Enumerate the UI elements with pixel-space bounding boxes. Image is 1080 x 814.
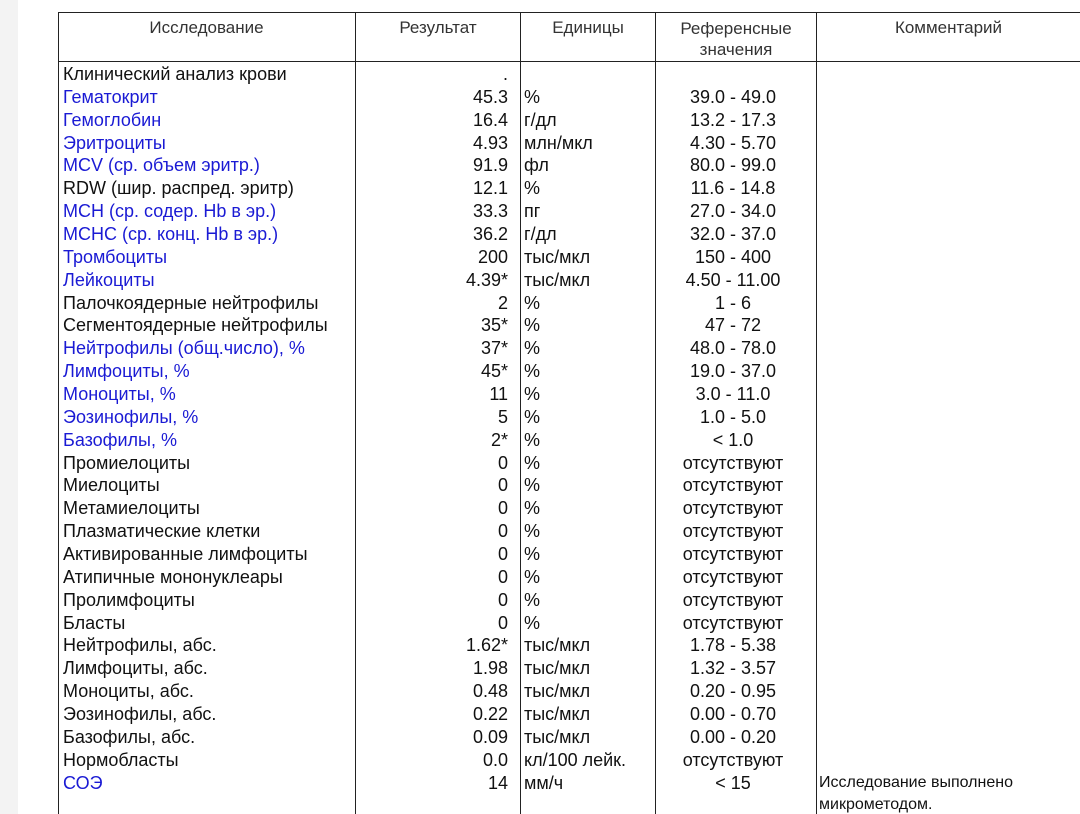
- table-row: [0, 63, 1080, 86]
- result-cell: 4.39*: [465, 269, 508, 290]
- result-cell: 33.3: [472, 201, 508, 222]
- reference-cell: 80.0 - 99.0: [689, 155, 777, 176]
- reference-cell: отсутствуют: [682, 498, 784, 519]
- header-comment: Комментарий: [894, 18, 1003, 37]
- result-cell: .: [502, 64, 508, 84]
- test-name-cell: RDW (шир. распред. эритр): [63, 178, 294, 199]
- reference-cell: < 1.0: [712, 429, 754, 450]
- table-row: [0, 726, 1080, 749]
- test-name-cell: СОЭ: [63, 772, 103, 793]
- table-row: [0, 177, 1080, 200]
- table-row: [0, 543, 1080, 566]
- table-row: [0, 132, 1080, 155]
- table-row: [0, 383, 1080, 406]
- test-name-cell: Гемоглобин: [63, 109, 162, 130]
- reference-cell: отсутствуют: [682, 544, 784, 565]
- unit-cell: тыс/мкл: [524, 635, 591, 656]
- unit-cell: г/дл: [524, 224, 557, 245]
- header-result: Результат: [399, 18, 477, 37]
- reference-cell: отсутствуют: [682, 749, 784, 770]
- test-name-cell: Базофилы, %: [63, 429, 177, 450]
- unit-cell: кл/100 лейк.: [524, 749, 627, 770]
- header-units: Единицы: [552, 18, 624, 37]
- table-row: [0, 200, 1080, 223]
- result-cell: 0: [497, 566, 508, 587]
- result-cell: 200: [477, 246, 508, 267]
- result-cell: 0: [497, 521, 508, 542]
- test-name-cell: Лимфоциты, абс.: [63, 658, 208, 679]
- table-row: [0, 497, 1080, 520]
- table-row: [0, 86, 1080, 109]
- unit-cell: тыс/мкл: [524, 704, 591, 725]
- test-name-cell: Базофилы, абс.: [63, 726, 196, 747]
- test-name-cell: Активированные лимфоциты: [63, 544, 308, 565]
- reference-cell: отсутствуют: [682, 521, 784, 542]
- table-row: [0, 269, 1080, 292]
- reference-cell: отсутствуют: [682, 566, 784, 587]
- header-divider: [58, 61, 1080, 62]
- table-row: [0, 680, 1080, 703]
- unit-cell: %: [524, 315, 541, 336]
- reference-cell: 1.32 - 3.57: [689, 658, 777, 679]
- unit-cell: фл: [524, 155, 549, 176]
- reference-cell: 27.0 - 34.0: [689, 201, 777, 222]
- table-row: [0, 474, 1080, 497]
- reference-cell: 11.6 - 14.8: [690, 178, 776, 199]
- result-cell: 0: [497, 589, 508, 610]
- unit-cell: %: [524, 544, 541, 565]
- test-name-cell: Нормобласты: [63, 749, 179, 770]
- unit-cell: %: [524, 384, 541, 405]
- result-cell: 11: [489, 384, 508, 405]
- table-row: [0, 246, 1080, 269]
- result-cell: 4.93: [472, 132, 508, 153]
- reference-cell: 0.20 - 0.95: [689, 681, 777, 702]
- unit-cell: %: [524, 452, 541, 473]
- test-name-cell: Пролимфоциты: [63, 589, 195, 610]
- unit-cell: %: [524, 521, 541, 542]
- table-row: [0, 154, 1080, 177]
- test-name-cell: Лейкоциты: [63, 269, 155, 290]
- unit-cell: %: [524, 338, 541, 359]
- result-cell: 5: [497, 406, 508, 427]
- reference-cell: отсутствуют: [682, 612, 784, 633]
- test-name-cell: Эозинофилы, абс.: [63, 704, 217, 725]
- reference-cell: 32.0 - 37.0: [689, 224, 777, 245]
- test-name-cell: MCHC (ср. конц. Hb в эр.): [63, 224, 279, 245]
- reference-cell: отсутствуют: [682, 475, 784, 496]
- table-row: [0, 657, 1080, 680]
- unit-cell: тыс/мкл: [524, 658, 591, 679]
- test-name-cell: Метамиелоциты: [63, 498, 200, 519]
- result-cell: 91.9: [472, 155, 508, 176]
- test-name-cell: Эритроциты: [63, 132, 166, 153]
- reference-cell: 48.0 - 78.0: [689, 338, 777, 359]
- reference-cell: отсутствуют: [682, 452, 784, 473]
- table-row: [0, 612, 1080, 635]
- test-name-cell: MCV (ср. объем эритр.): [63, 155, 260, 176]
- result-cell: 35*: [480, 315, 508, 336]
- unit-cell: тыс/мкл: [524, 269, 591, 290]
- test-name-cell: Промиелоциты: [63, 452, 191, 473]
- table-row: [0, 429, 1080, 452]
- unit-cell: %: [524, 612, 541, 633]
- result-cell: 37*: [480, 338, 508, 359]
- table-body: [0, 63, 1080, 795]
- test-name-cell: MCH (ср. содер. Hb в эр.): [63, 201, 277, 222]
- header-reference-line1: Референсные: [680, 19, 792, 38]
- table-row: [0, 520, 1080, 543]
- test-name-cell: Лимфоциты, %: [63, 361, 190, 382]
- unit-cell: %: [524, 429, 541, 450]
- test-name-cell: Моноциты, абс.: [63, 681, 194, 702]
- reference-cell: 19.0 - 37.0: [689, 361, 777, 382]
- test-name-cell: Палочкоядерные нейтрофилы: [63, 292, 319, 313]
- table-row: [0, 589, 1080, 612]
- table-row: [0, 406, 1080, 429]
- reference-cell: 1.78 - 5.38: [689, 635, 777, 656]
- result-cell: 14: [487, 772, 508, 793]
- table-row: [0, 749, 1080, 772]
- table-row: [0, 314, 1080, 337]
- table-row: [0, 703, 1080, 726]
- header-study: Исследование: [149, 18, 264, 37]
- reference-cell: 47 - 72: [704, 315, 762, 336]
- reference-cell: < 15: [715, 772, 751, 793]
- test-name-cell: Гематокрит: [63, 86, 158, 107]
- unit-cell: %: [524, 292, 541, 313]
- reference-cell: 3.0 - 11.0: [695, 384, 771, 405]
- result-cell: 0.09: [472, 726, 508, 747]
- result-cell: 45.3: [472, 86, 508, 107]
- result-cell: 45*: [480, 361, 508, 382]
- test-name-cell: Нейтрофилы, абс.: [63, 635, 217, 656]
- test-name-cell: Клинический анализ крови: [63, 64, 287, 84]
- table-row: [0, 292, 1080, 315]
- unit-cell: млн/мкл: [524, 132, 593, 153]
- unit-cell: тыс/мкл: [524, 246, 591, 267]
- reference-cell: 0.00 - 0.20: [689, 726, 777, 747]
- result-cell: 0: [497, 544, 508, 565]
- unit-cell: %: [524, 566, 541, 587]
- unit-cell: мм/ч: [524, 772, 564, 793]
- reference-cell: 4.50 - 11.00: [685, 269, 781, 290]
- result-cell: 0.48: [472, 681, 508, 702]
- test-name-cell: Нейтрофилы (общ.число), %: [63, 338, 305, 359]
- unit-cell: %: [524, 361, 541, 382]
- table-row: [0, 566, 1080, 589]
- test-name-cell: Бласты: [63, 612, 126, 633]
- test-name-cell: Плазматические клетки: [63, 521, 261, 542]
- unit-cell: %: [524, 589, 541, 610]
- result-cell: 2*: [490, 429, 508, 450]
- table-row: [0, 452, 1080, 475]
- test-name-cell: Моноциты, %: [63, 384, 176, 405]
- table-row: [0, 634, 1080, 657]
- comment-cell: Исследование выполнено микрометодом.: [819, 774, 1013, 813]
- reference-cell: 0.00 - 0.70: [689, 704, 777, 725]
- result-cell: 12.1: [472, 178, 508, 199]
- unit-cell: тыс/мкл: [524, 681, 591, 702]
- reference-cell: 4.30 - 5.70: [689, 132, 777, 153]
- result-cell: 0: [497, 452, 508, 473]
- test-name-cell: Эозинофилы, %: [63, 406, 199, 427]
- header-reference-line2: значения: [699, 40, 773, 59]
- unit-cell: %: [524, 498, 541, 519]
- test-name-cell: Миелоциты: [63, 475, 160, 496]
- table-row: [0, 360, 1080, 383]
- header-reference: [656, 18, 816, 60]
- result-cell: 0: [497, 475, 508, 496]
- result-cell: 1.62*: [465, 635, 508, 656]
- result-cell: 0: [497, 498, 508, 519]
- reference-cell: 39.0 - 49.0: [689, 86, 777, 107]
- reference-cell: 150 - 400: [694, 246, 772, 267]
- unit-cell: %: [524, 178, 541, 199]
- unit-cell: тыс/мкл: [524, 726, 591, 747]
- unit-cell: %: [524, 406, 541, 427]
- result-cell: 0: [497, 612, 508, 633]
- result-cell: 0.0: [482, 749, 508, 770]
- unit-cell: г/дл: [524, 109, 557, 130]
- result-cell: 2: [497, 292, 508, 313]
- reference-cell: 1 - 6: [714, 292, 752, 313]
- result-cell: 16.4: [472, 109, 508, 130]
- result-cell: 1.98: [472, 658, 508, 679]
- reference-cell: 13.2 - 17.3: [689, 109, 777, 130]
- reference-cell: отсутствуют: [682, 589, 784, 610]
- test-name-cell: Сегментоядерные нейтрофилы: [63, 315, 328, 336]
- unit-cell: %: [524, 86, 541, 107]
- reference-cell: 1.0 - 5.0: [699, 406, 767, 427]
- table-row: [0, 109, 1080, 132]
- test-name-cell: Атипичные мононуклеары: [63, 566, 283, 587]
- unit-cell: пг: [524, 201, 541, 222]
- table-row: [0, 337, 1080, 360]
- unit-cell: %: [524, 475, 541, 496]
- result-cell: 0.22: [472, 704, 508, 725]
- result-cell: 36.2: [472, 224, 508, 245]
- table-row: [0, 223, 1080, 246]
- test-name-cell: Тромбоциты: [63, 246, 168, 267]
